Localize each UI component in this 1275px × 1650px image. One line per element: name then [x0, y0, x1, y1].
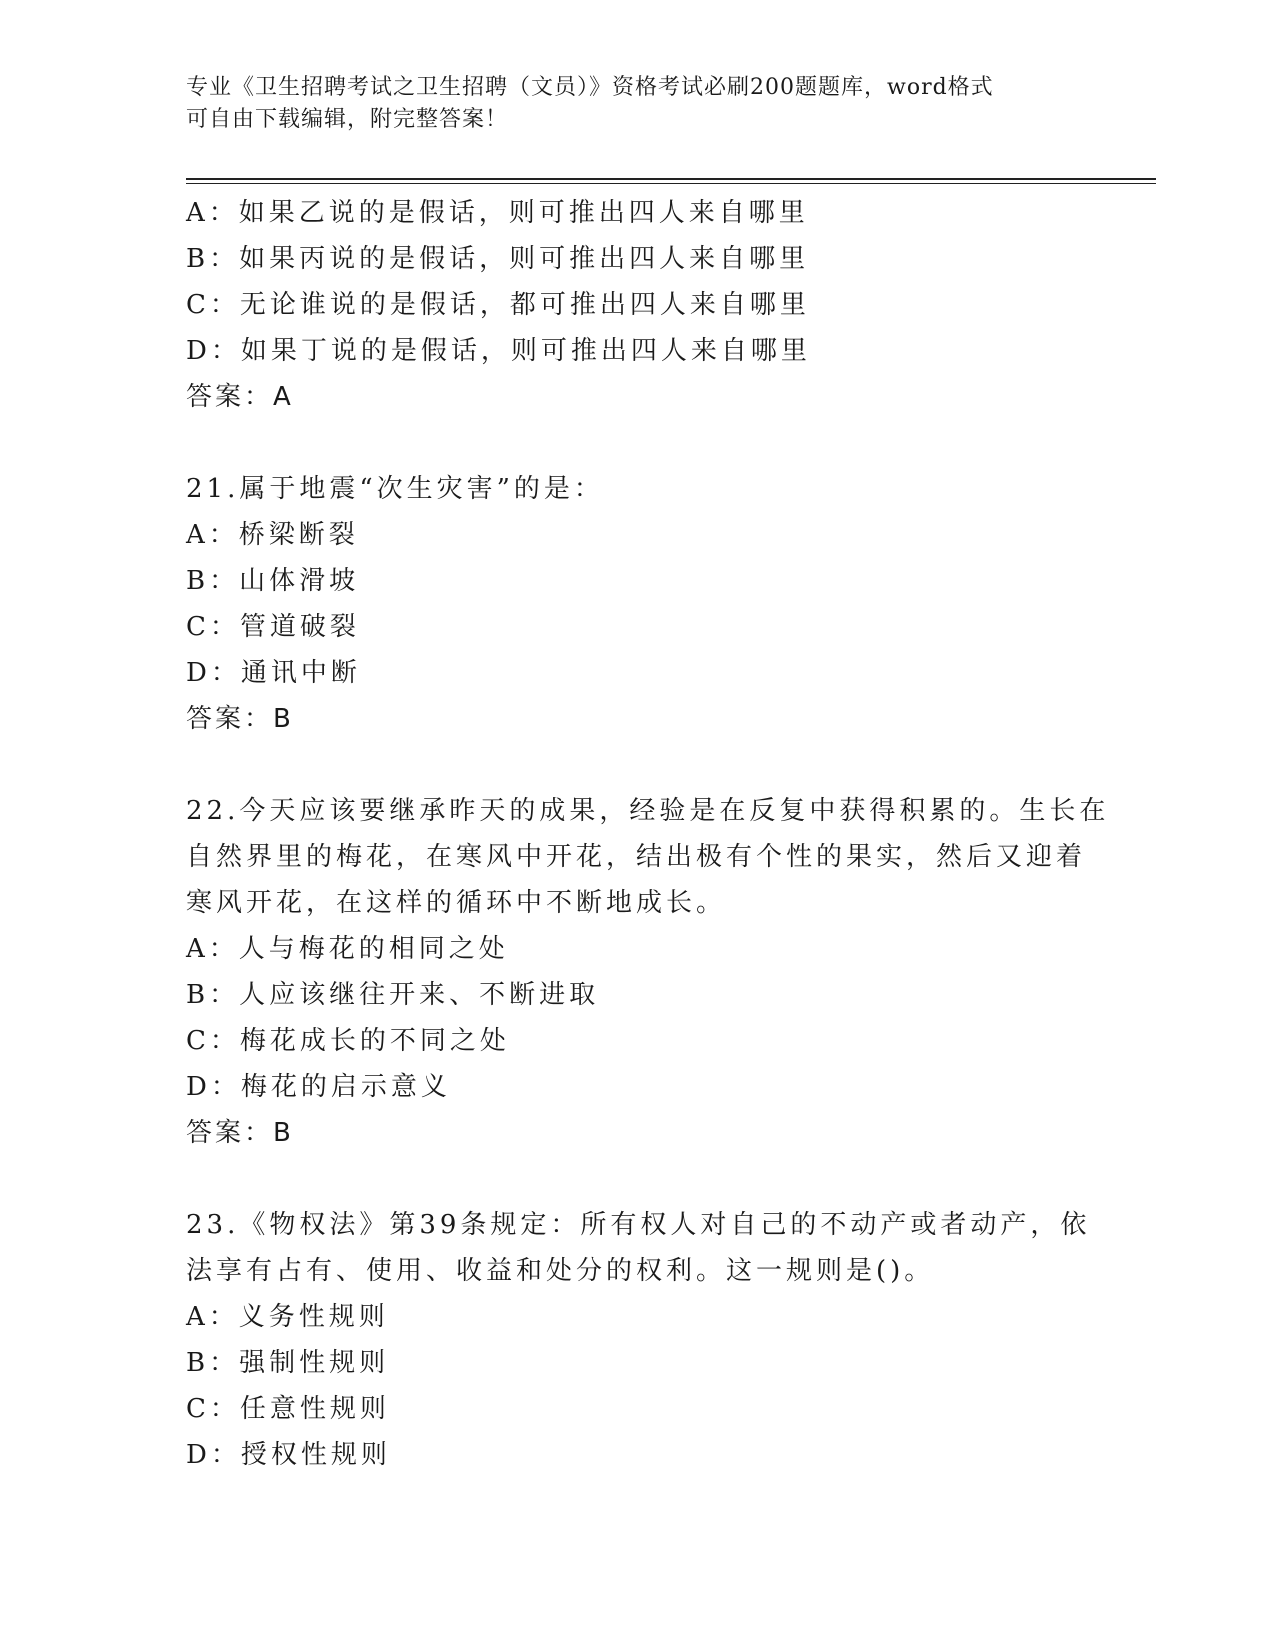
question-22-option-b: B：人应该继往开来、不断进取: [186, 980, 600, 1010]
header-title-line-1: 专业《卫生招聘考试之卫生招聘（文员）》资格考试必刷200题题库，word格式: [186, 75, 994, 100]
question-22-option-d: D：梅花的启示意义: [186, 1072, 451, 1102]
header-divider-thin: [186, 183, 1156, 184]
question-22-stem-line-2: 自然界里的梅花，在寒风中开花，结出极有个性的果实，然后又迎着: [186, 842, 1087, 872]
question-23-option-d: D：授权性规则: [186, 1440, 391, 1470]
question-20-option-b: B：如果丙说的是假话，则可推出四人来自哪里: [186, 244, 810, 274]
question-22-option-a: A：人与梅花的相同之处: [186, 934, 509, 964]
header-divider-thick: [186, 178, 1156, 180]
question-23-block: [186, 1202, 1126, 1478]
question-21-option-a: A：桥梁断裂: [186, 520, 359, 550]
question-23-option-a: A：义务性规则: [186, 1302, 389, 1332]
header-title-line-2: 可自由下载编辑，附完整答案！: [186, 107, 509, 132]
question-22-stem-line-1: 22.今天应该要继承昨天的成果，经验是在反复中获得积累的。生长在: [186, 796, 1110, 826]
question-spacer: [186, 420, 1126, 466]
question-20-block: [186, 190, 1126, 420]
question-20-option-d: D：如果丁说的是假话，则可推出四人来自哪里: [186, 336, 811, 366]
question-22-stem-line-3: 寒风开花，在这样的循环中不断地成长。: [186, 888, 727, 918]
question-20-option-c: C：无论谁说的是假话，都可推出四人来自哪里: [186, 290, 810, 320]
question-spacer: [186, 1156, 1126, 1202]
question-21-stem: 21.属于地震“次生灾害”的是：: [186, 474, 604, 504]
question-spacer: [186, 742, 1126, 788]
question-21-option-b: B：山体滑坡: [186, 566, 360, 596]
question-23-stem-line-2: 法享有占有、使用、收益和处分的权利。这一规则是()。: [186, 1256, 935, 1286]
question-20-answer: 答案：A: [186, 382, 294, 412]
question-23-stem-line-1: 23.《物权法》第39条规定：所有权人对自己的不动产或者动产，依: [186, 1210, 1091, 1240]
question-list: [186, 190, 1126, 1478]
question-22-option-c: C：梅花成长的不同之处: [186, 1026, 510, 1056]
question-21-option-c: C：管道破裂: [186, 612, 360, 642]
question-21-option-d: D：通讯中断: [186, 658, 361, 688]
question-21-block: [186, 466, 1126, 742]
question-23-option-b: B：强制性规则: [186, 1348, 390, 1378]
question-21-answer: 答案：B: [186, 704, 294, 734]
question-22-answer: 答案：B: [186, 1118, 294, 1148]
question-20-option-a: A：如果乙说的是假话，则可推出四人来自哪里: [186, 198, 809, 228]
question-23-option-c: C：任意性规则: [186, 1394, 390, 1424]
question-22-block: [186, 788, 1126, 1156]
document-header: [186, 72, 1086, 136]
